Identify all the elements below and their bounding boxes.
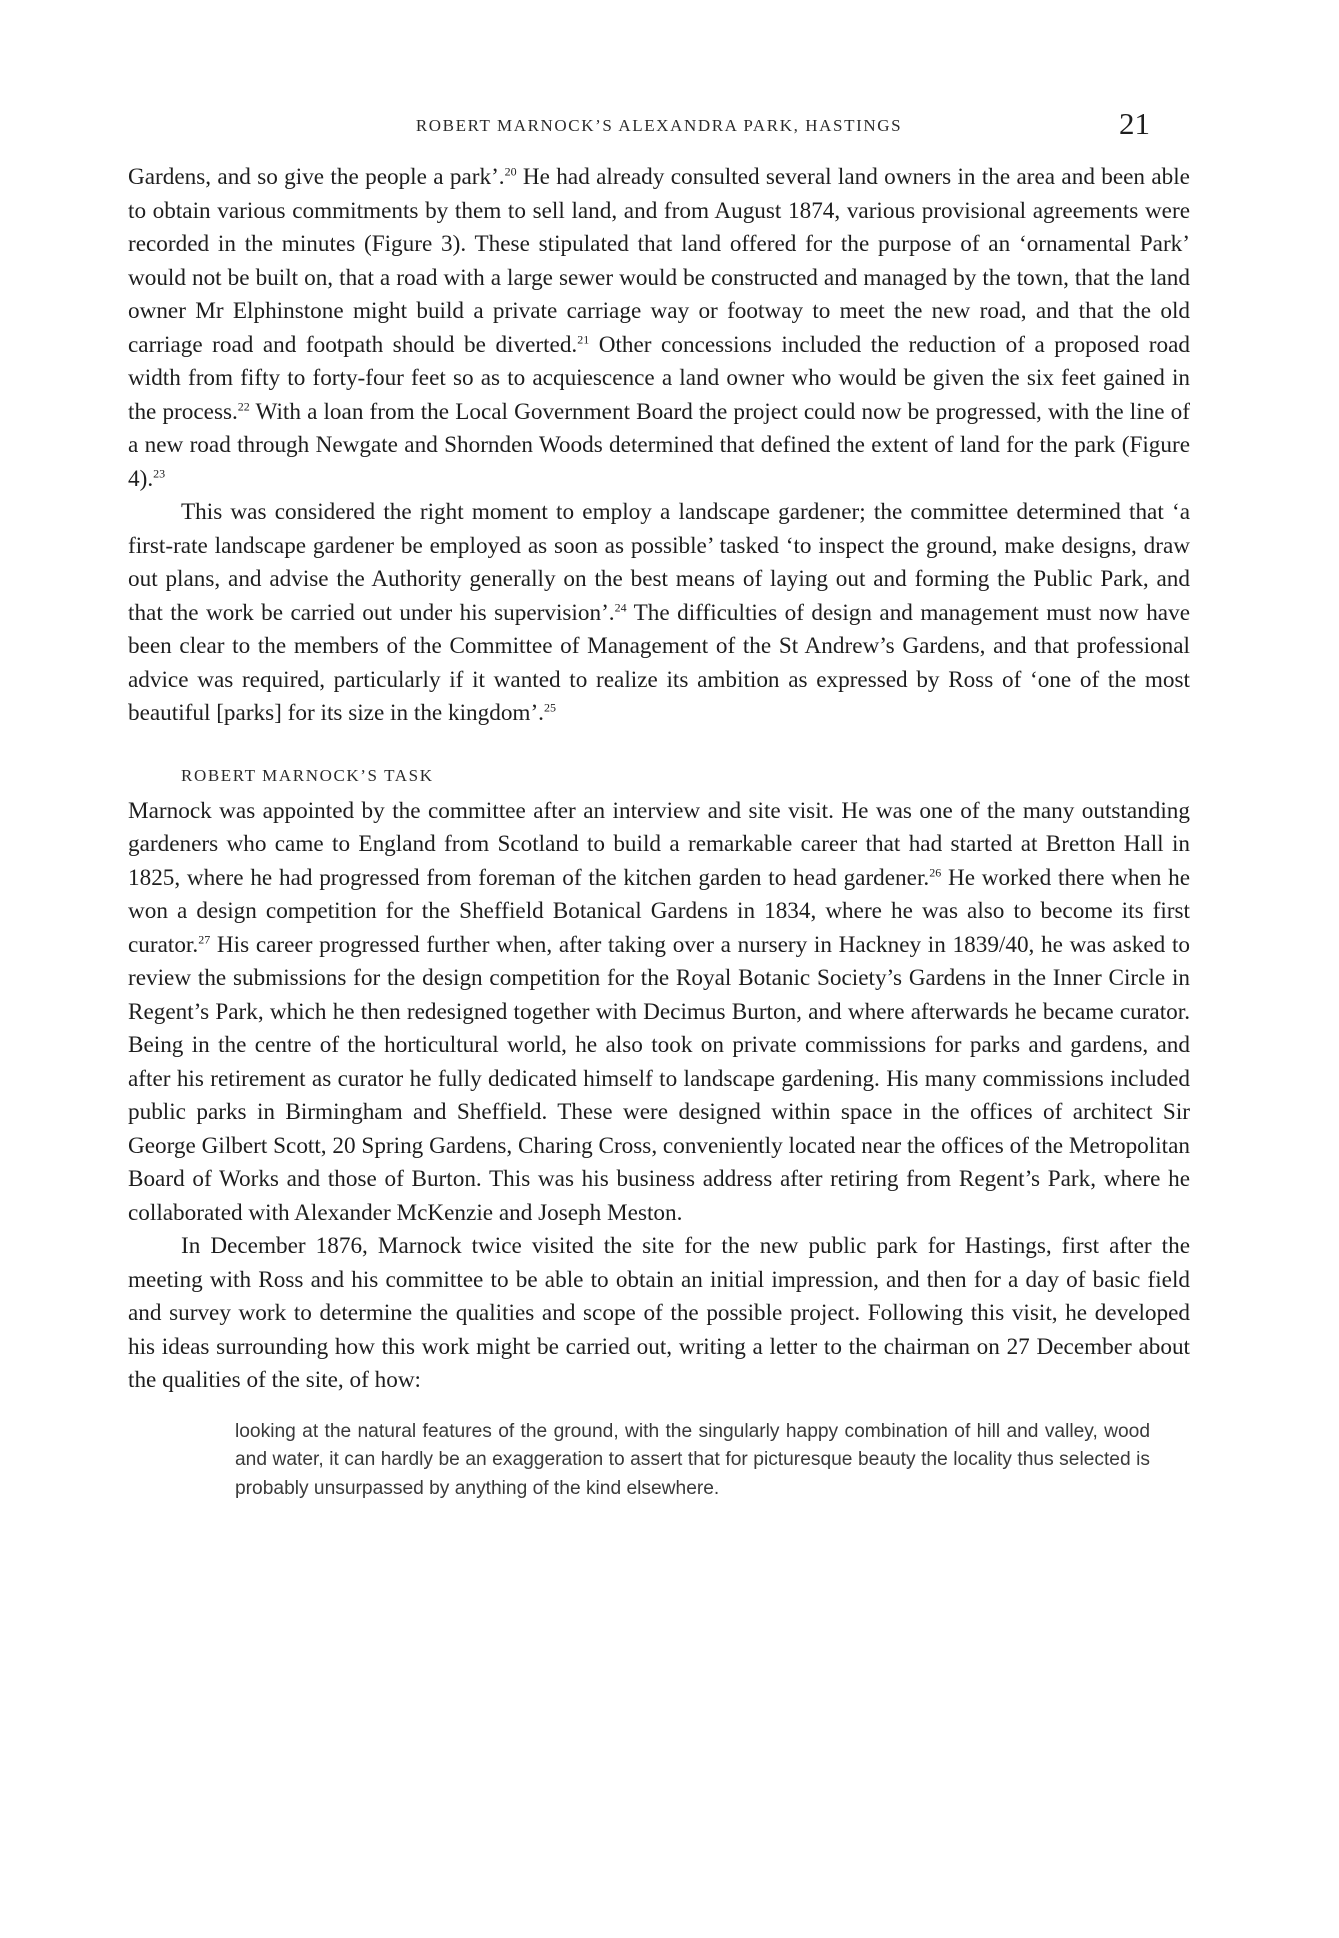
paragraph-3: [128, 795, 1190, 1231]
paragraph-1: [128, 161, 1190, 496]
text-run: The difficulties of design and management must now have been clear to the members of the Committee of Management of the St Andrew’s Gardens, and that professional advice was required, particularly if it wanted to realize its ambition as expressed by Ross of ‘one of the most beautiful [parks] for its size in the kingdom’.: [128, 599, 1190, 726]
text-run: With a loan from the Local Government Board the project could now be progressed, with the line of a new road through Newgate and Shornden Woods determined that defined the extent of land for the park (Figure 4).: [128, 398, 1190, 492]
footnote-marker: 26: [929, 864, 942, 879]
text-run: His career progressed further when, after taking over a nursery in Hackney in 1839/40, he was asked to review the submissions for the design competition for the Royal Botanic Society’s Gardens in the Inner Circle in Regent’s Park, which he then redesigned together with Decimus Burton, and where afterwards he became curator. Being in the centre of the horticultural world, he also took on private commissions for parks and gardens, and after his retirement as curator he fully dedicated himself to landscape gardening. His many commissions included public parks in Birmingham and Sheffield. These were designed within space in the offices of architect Sir George Gilbert Scott, 20 Spring Gardens, Charing Cross, conveniently located near the offices of the Metropolitan Board of Works and those of Burton. This was his business address after retiring from Regent’s Park, where he collaborated with Alexander McKenzie and Joseph Meston.: [128, 931, 1190, 1226]
text-run: Gardens, and so give the people a park’.: [128, 164, 505, 190]
footnote-marker: 25: [543, 700, 556, 715]
footnote-marker: 23: [153, 465, 166, 480]
running-head: ROBERT MARNOCK’S ALEXANDRA PARK, HASTINGS: [415, 116, 903, 135]
text-run: This was considered the right moment to employ a landscape gardener; the committee determined that ‘a first-rate landscape gardener be employed as soon as possible’ tasked ‘to inspect the ground, make designs, draw out plans, and advise the Authority generally on the best means of laying out and forming the Public Park, and that the work be carried out under his supervision’.: [128, 499, 1190, 626]
footnote-marker: 24: [614, 599, 627, 614]
paragraph-2: [128, 496, 1190, 731]
page-number: 21: [1119, 106, 1150, 141]
section-heading: ROBERT MARNOCK’S TASK: [181, 765, 434, 785]
text-run: He had already consulted several land owners in the area and been able to obtain various commitments by them to sell land, and from August 1874, various provisional agreements were recorded in the minutes (Figure 3). These stipulated that land offered for the purpose of an ‘ornamental Park’ would not be built on, that a road with a large sewer would be constructed and managed by the town, that the land owner Mr Elphinstone might build a private carriage way or footway to meet the new road, and that the old carriage road and footpath should be diverted.: [128, 164, 1190, 358]
text-run: Other concessions included the reduction of a proposed road width from fifty to forty-four feet so as to acquiescence a land owner who would be given the six feet gained in the process.: [128, 331, 1191, 425]
footnote-marker: 22: [237, 398, 250, 413]
text-run: He worked there when he won a design competition for the Sheffield Botanical Gardens in 1834, where he was also to become its first curator.: [128, 864, 1190, 958]
paragraph-4: [128, 1230, 1190, 1398]
text-run: In December 1876, Marnock twice visited the site for the new public park for Hastings, first after the meeting with Ross and his committee to be able to obtain an initial impression, and then for a day of basic field and survey work to determine the qualities and scope of the possible project. Following this visit, he developed his ideas surrounding how this work might be carried out, writing a letter to the chairman on 27 December about the qualities of the site, of how:: [128, 1233, 1190, 1393]
footnote-marker: 21: [577, 331, 590, 346]
footnote-marker: 20: [504, 164, 517, 179]
page-body: [128, 161, 1190, 1503]
page-header: [128, 106, 1190, 154]
text-run: Marnock was appointed by the committee after an interview and site visit. He was one of the many outstanding gardeners who came to England from Scotland to build a remarkable career that had started at Bretton Hall in 1825, where he had progressed from foreman of the kitchen garden to head gardener.: [128, 797, 1190, 891]
footnote-marker: 27: [198, 931, 211, 946]
block-quote: looking at the natural features of the ground, with the singularly happy combination of hill and valley, wood and water, it can hardly be an exaggeration to assert that for picturesque beauty the locality thus selected is probably unsurpassed by anything of the kind elsewhere.: [235, 1420, 1150, 1499]
